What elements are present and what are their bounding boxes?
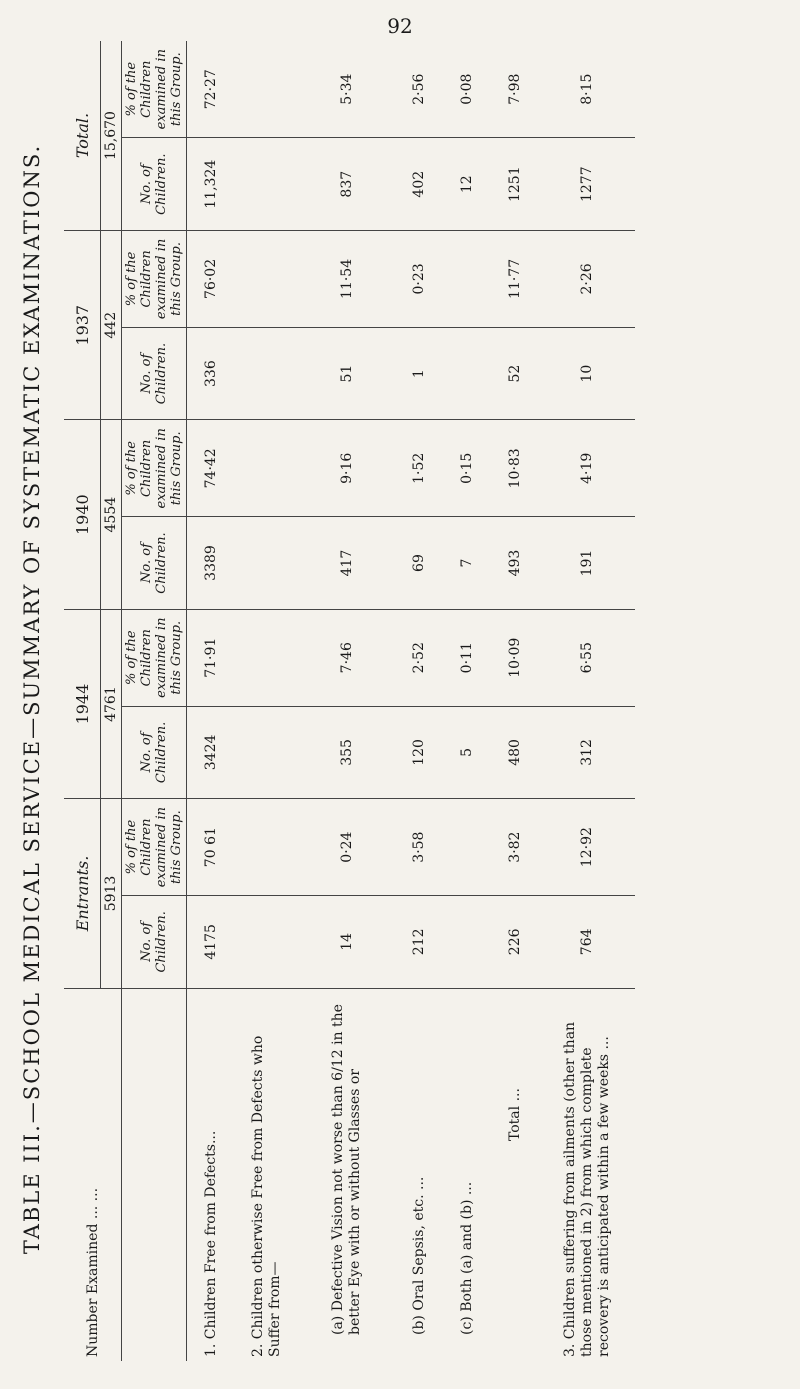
cell (443, 231, 491, 328)
col-number: No. of Children. (122, 327, 187, 420)
cell: 11·77 (491, 231, 539, 328)
group-entrants: Entrants. (64, 799, 101, 988)
cell: 8·15 (539, 41, 635, 138)
group-total: Total. (64, 41, 101, 231)
col-number: No. of Children. (122, 138, 187, 231)
table-row (299, 41, 395, 1361)
table-row (443, 41, 491, 1361)
row-label: Total ... (506, 1088, 523, 1141)
row-label: 1. Children Free from Defects... (202, 1130, 219, 1357)
cell: 0·24 (299, 799, 395, 896)
cell: 5·34 (299, 41, 395, 138)
cell: 336 (187, 327, 236, 420)
cell: 52 (491, 327, 539, 420)
cell (235, 799, 299, 896)
cell (235, 327, 299, 420)
cell: 837 (299, 138, 395, 231)
summary-table (64, 41, 635, 1361)
cell: 3·82 (491, 799, 539, 896)
cell: 0·23 (395, 231, 443, 328)
group-1940: 1940 (64, 420, 101, 609)
cell: 11,324 (187, 138, 236, 231)
row-header-dots: ... ... (84, 1187, 101, 1220)
examined-1940: 4554 (101, 420, 122, 609)
examined-entrants: 5913 (101, 799, 122, 988)
row-label: (c) Both (a) and (b) ... (458, 1181, 475, 1335)
cell: 493 (491, 517, 539, 610)
cell: 1·52 (395, 420, 443, 517)
col-number: No. of Children. (122, 896, 187, 989)
cell: 4·19 (539, 420, 635, 517)
cell: 402 (395, 138, 443, 231)
cell (235, 609, 299, 706)
cell: 7·98 (491, 41, 539, 138)
col-number: No. of Children. (122, 706, 187, 799)
cell: 71·91 (187, 609, 236, 706)
group-header-row (64, 41, 101, 1361)
cell: 4175 (187, 896, 236, 989)
cell: 7 (443, 517, 491, 610)
table-row-total (491, 41, 539, 1361)
cell: 3·58 (395, 799, 443, 896)
cell: 312 (539, 706, 635, 799)
col-percent: % of the Children examined in this Group. (122, 420, 187, 517)
examined-1937: 442 (101, 231, 122, 420)
col-percent: % of the Children examined in this Group. (122, 609, 187, 706)
cell: 11·54 (299, 231, 395, 328)
row-label: 2. Children otherwise Free from Defects who Suffer from— (250, 1035, 283, 1357)
cell: 120 (395, 706, 443, 799)
col-number: No. of Children. (122, 517, 187, 610)
col-percent: % of the Children examined in this Group. (122, 41, 187, 138)
cell (235, 706, 299, 799)
column-header-row (122, 41, 187, 1361)
cell (443, 896, 491, 989)
cell: 417 (299, 517, 395, 610)
cell: 70 61 (187, 799, 236, 896)
cell: 0·08 (443, 41, 491, 138)
cell: 76·02 (187, 231, 236, 328)
table-title: TABLE III.—SCHOOL MEDICAL SERVICE—SUMMARY OF SYSTEMATIC EXAMINATIONS. (20, 143, 44, 1255)
col-percent: % of the Children examined in this Group. (122, 799, 187, 896)
cell: 1277 (539, 138, 635, 231)
cell: 3389 (187, 517, 236, 610)
cell: 6·55 (539, 609, 635, 706)
col-percent: % of the Children examined in this Group. (122, 231, 187, 328)
cell: 2·26 (539, 231, 635, 328)
group-1944: 1944 (64, 609, 101, 798)
cell: 74·42 (187, 420, 236, 517)
cell: 2·52 (395, 609, 443, 706)
cell: 212 (395, 896, 443, 989)
page-number: 92 (387, 14, 413, 38)
cell (235, 420, 299, 517)
table-row (539, 41, 635, 1361)
cell: 12·92 (539, 799, 635, 896)
cell: 1 (395, 327, 443, 420)
cell: 0·11 (443, 609, 491, 706)
cell: 226 (491, 896, 539, 989)
cell (235, 41, 299, 138)
table-row (395, 41, 443, 1361)
cell: 355 (299, 706, 395, 799)
cell: 7·46 (299, 609, 395, 706)
cell: 5 (443, 706, 491, 799)
cell: 12 (443, 138, 491, 231)
row-label: (a) Defective Vision not worse than 6/12 in the better Eye with or without Glasses or (330, 1004, 363, 1335)
blank-header (122, 988, 187, 1361)
cell: 3424 (187, 706, 236, 799)
row-header (64, 988, 122, 1361)
row-header-text: Number Examined (84, 1223, 101, 1357)
cell (235, 517, 299, 610)
cell: 191 (539, 517, 635, 610)
cell: 14 (299, 896, 395, 989)
group-1937: 1937 (64, 231, 101, 420)
cell: 72·27 (187, 41, 236, 138)
examined-1944: 4761 (101, 609, 122, 798)
cell (235, 138, 299, 231)
cell: 10·09 (491, 609, 539, 706)
examined-total: 15,670 (101, 41, 122, 231)
cell: 51 (299, 327, 395, 420)
table-row (187, 41, 236, 1361)
cell: 69 (395, 517, 443, 610)
cell (443, 327, 491, 420)
cell: 480 (491, 706, 539, 799)
cell (235, 231, 299, 328)
row-label: 3. Children suffering from ailments (other than those mentioned in 2) from which complete recovery is anticipated within a few weeks ... (561, 1021, 612, 1357)
cell: 2·56 (395, 41, 443, 138)
cell (235, 896, 299, 989)
cell: 10·83 (491, 420, 539, 517)
table-row (235, 41, 299, 1361)
row-label: (b) Oral Sepsis, etc. ... (410, 1176, 427, 1335)
cell (443, 799, 491, 896)
cell: 10 (539, 327, 635, 420)
cell: 1251 (491, 138, 539, 231)
cell: 764 (539, 896, 635, 989)
cell: 0·15 (443, 420, 491, 517)
cell: 9·16 (299, 420, 395, 517)
